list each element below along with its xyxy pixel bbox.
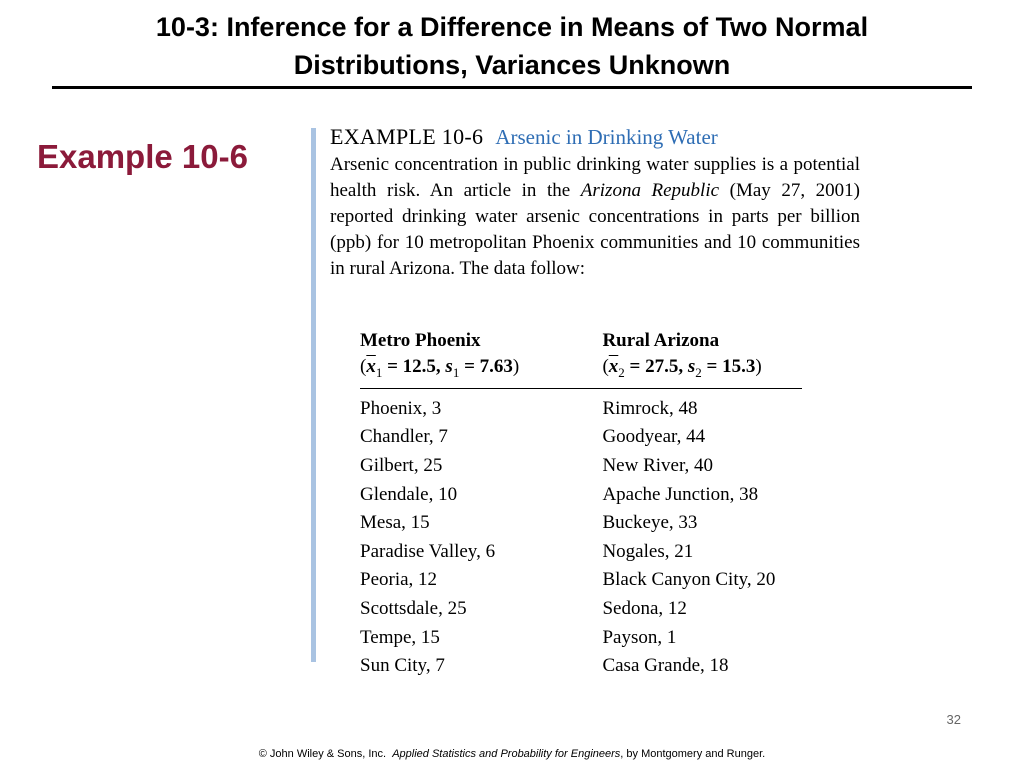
footer-book-title: Applied Statistics and Probability for Engineers [392,748,621,760]
xbar2-symbol: $\overline{x}$ [608,356,619,377]
table-header [360,328,802,386]
s1-symbol: s [445,356,453,377]
slide-title [0,8,1024,84]
left-column-header [360,328,602,386]
xbar1-sub: 1 [375,364,383,380]
xbar1-symbol: $\overline{x}$ [366,356,376,377]
s1-sub: 1 [452,364,460,380]
xbar2-sub: 2 [618,364,625,380]
slide-title-line2: Distributions, Variances Unknown [293,50,731,80]
rural-arizona-cell: Black Canyon City, 20 [602,569,776,591]
metro-phoenix-cell: Peoria, 12 [360,569,438,591]
page-number: 32 [946,712,961,727]
metro-phoenix-header: Metro Phoenix [360,330,481,351]
footer-authors: , by Montgomery and Runger. [620,748,766,760]
metro-phoenix-cell: Scottsdale, 25 [360,597,467,619]
s2-sub: 2 [695,364,702,380]
table-row [360,395,802,424]
metro-phoenix-cell: Gilbert, 25 [360,454,443,476]
rural-arizona-cell: Casa Grande, 18 [602,655,729,677]
textbook-excerpt [330,122,861,677]
table-row [360,624,802,653]
rural-arizona-cell: Buckeye, 33 [602,512,698,534]
arsenic-data-table [360,328,802,681]
table-header-rule [360,388,802,389]
metro-phoenix-cell: Sun City, 7 [360,655,445,677]
slide-title-line1: 10-3: Inference for a Difference in Means of Two Normal [155,12,869,42]
textbook-side-bar [311,128,316,662]
table-row [360,481,802,510]
paragraph-part1: Arsenic concentration in public drinking water supplies is a potential health risk. An article in the [330,154,860,201]
rural-arizona-stats: ($\overline{x}_2 = 27.5$, $s_2 = 15.3$) [602,356,762,380]
rural-arizona-cell: New River, 40 [602,454,714,476]
table-row [360,652,802,681]
rural-arizona-cell: Rimrock, 48 [602,397,698,419]
metro-phoenix-cell: Mesa, 15 [360,512,430,534]
s2-value: 15.3 [722,356,756,377]
footer-citation [0,748,1024,760]
footer-copyright: © John Wiley & Sons, Inc. [258,748,387,760]
rural-arizona-cell: Apache Junction, 38 [602,483,759,505]
table-row [360,538,802,567]
example-heading: Example 10-6 [37,138,248,175]
title-underline [52,86,972,89]
table-row [360,509,802,538]
table-row [360,452,802,481]
table-row [360,566,802,595]
paragraph-part2: (May 27, 2001) reported drinking water arsenic concentrations in parts per billion (ppb) for 10 metropolitan Phoenix communities and 10 communities in rural Arizona. The data follow: [330,180,861,279]
rural-arizona-cell: Goodyear, 44 [602,426,706,448]
table-body [360,395,802,681]
metro-phoenix-cell: Phoenix, 3 [360,397,442,419]
table-row [360,595,802,624]
textbook-paragraph [330,152,860,282]
metro-phoenix-stats: ($\overline{x}_1 = 12.5$, $s_1 = 7.63$) [360,356,520,380]
rural-arizona-cell: Sedona, 12 [602,597,687,619]
table-row [360,423,802,452]
metro-phoenix-cell: Chandler, 7 [360,426,448,448]
xbar2-value: 27.5 [645,356,679,377]
paragraph-italic-source: Arizona Republic [580,180,720,201]
xbar1-value: 12.5 [402,356,436,377]
metro-phoenix-cell: Paradise Valley, 6 [360,540,496,562]
rural-arizona-cell: Nogales, 21 [602,540,694,562]
rural-arizona-header: Rural Arizona [602,330,720,351]
right-column-header [602,328,802,386]
s2-symbol: s [687,356,696,377]
textbook-example-label: EXAMPLE 10-6 [330,124,484,149]
textbook-example-header [330,122,860,154]
rural-arizona-cell: Payson, 1 [602,626,677,648]
textbook-example-title: Arsenic in Drinking Water [495,125,718,149]
metro-phoenix-cell: Glendale, 10 [360,483,458,505]
s1-value: 7.63 [479,356,513,377]
metro-phoenix-cell: Tempe, 15 [360,626,440,648]
